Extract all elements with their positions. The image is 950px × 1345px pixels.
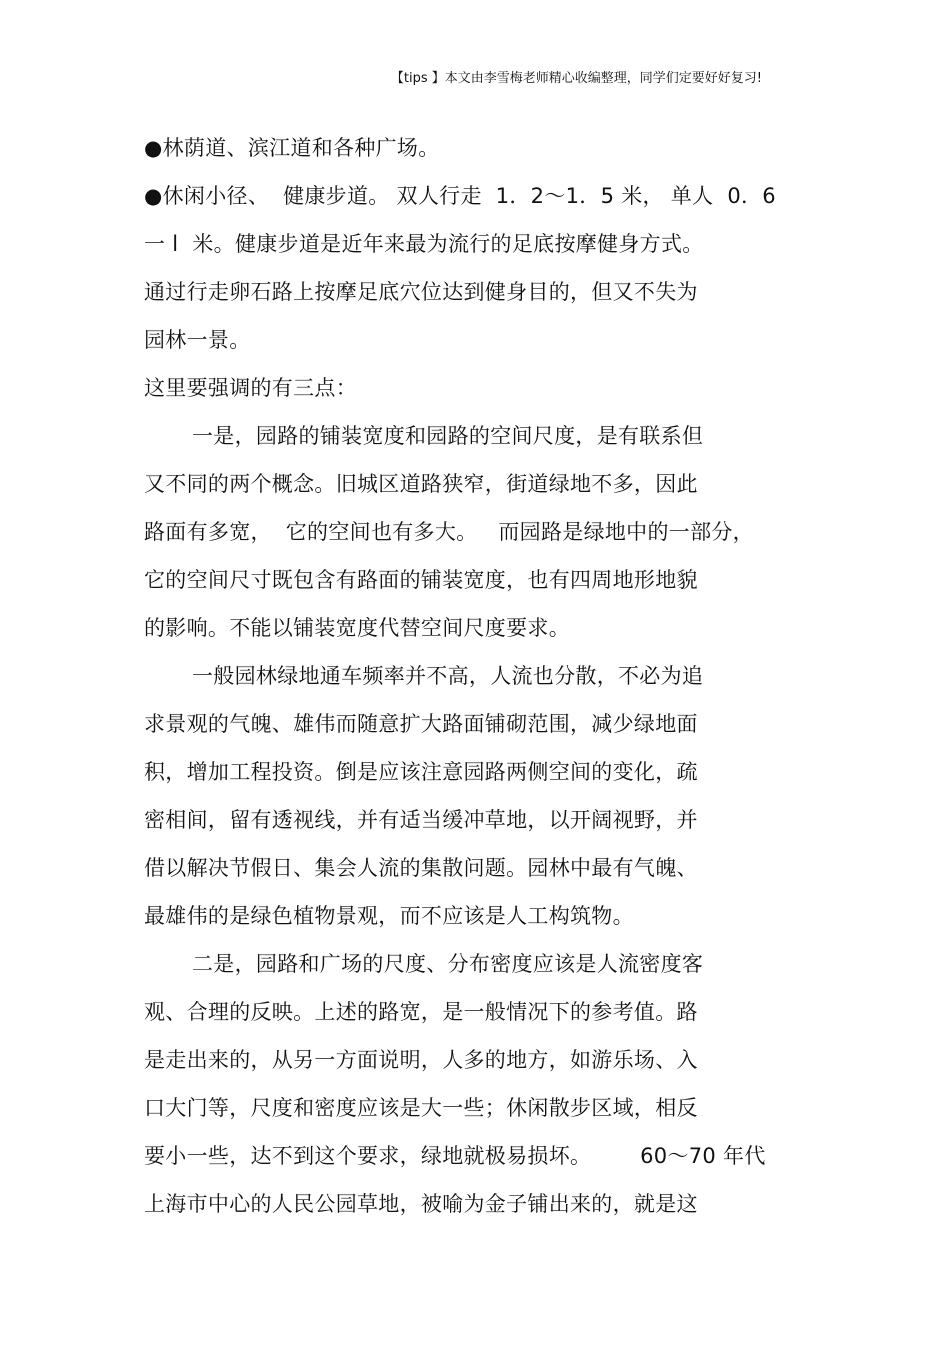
paragraph-1-line-5: 的影响。不能以铺装宽度代替空间尺度要求。 [144,616,570,640]
paragraph-1-line-3: 路面有多宽， 它的空间也有多大。 而园路是绿地中的一部分， [144,520,754,544]
text-line-4: 通过行走卵石路上按摩足底穴位达到健身目的，但又不失为 [144,280,698,304]
paragraph-2-line-1: 一般园林绿地通车频率并不高，人流也分散，不必为追 [192,664,704,688]
paragraph-3-line-1: 二是，园路和广场的尺度、分布密度应该是人流密度客 [192,952,704,976]
text-line-5: 园林一景。 [144,328,251,352]
paragraph-2-line-2: 求景观的气魄、雄伟而随意扩大路面铺砌范围，减少绿地面 [144,712,698,736]
paragraph-2-line-4: 密相间，留有透视线，并有适当缓冲草地，以开阔视野，并 [144,808,698,832]
paragraph-2-line-6: 最雄伟的是绿色植物景观，而不应该是人工构筑物。 [144,904,634,928]
paragraph-1-line-4: 它的空间尺寸既包含有路面的铺装宽度，也有四周地形地貌 [144,568,698,592]
paragraph-1-line-1: 一是，园路的铺装宽度和园路的空间尺度，是有联系但 [192,424,704,448]
paragraph-3-line-3: 是走出来的，从另一方面说明，人多的地方，如游乐场、入 [144,1048,698,1072]
paragraph-3-line-4: 口大门等，尺度和密度应该是大一些；休闲散步区域，相反 [144,1096,698,1120]
paragraph-2-line-3: 积，增加工程投资。倒是应该注意园路两侧空间的变化，疏 [144,760,698,784]
text-line-2: ●休闲小径、 健康步道。 双人行走 1．2～1．5 米， 单人 0．6 [144,184,776,208]
paragraph-3-line-6: 上海市中心的人民公园草地，被喻为金子铺出来的，就是这 [144,1192,698,1216]
text-line-1: ●林荫道、滨江道和各种广场。 [144,136,440,160]
paragraph-3-line-5: 要小一些，达不到这个要求，绿地就极易损坏。 60～70 年代 [144,1144,766,1168]
paragraph-1-line-2: 又不同的两个概念。旧城区道路狭窄，街道绿地不多，因此 [144,472,698,496]
header-tips-note: 【tips 】本文由李雪梅老师精心收编整理，同学们定要好好复习! [390,71,762,86]
paragraph-2-line-5: 借以解决节假日、集会人流的集散问题。园林中最有气魄、 [144,856,698,880]
text-line-6: 这里要强调的有三点： [144,376,357,400]
paragraph-3-line-2: 观、合理的反映。上述的路宽，是一般情况下的参考值。路 [144,1000,698,1024]
text-line-3: 一 l 米。健康步道是近年来最为流行的足底按摩健身方式。 [144,232,704,256]
document-body [144,124,824,1228]
